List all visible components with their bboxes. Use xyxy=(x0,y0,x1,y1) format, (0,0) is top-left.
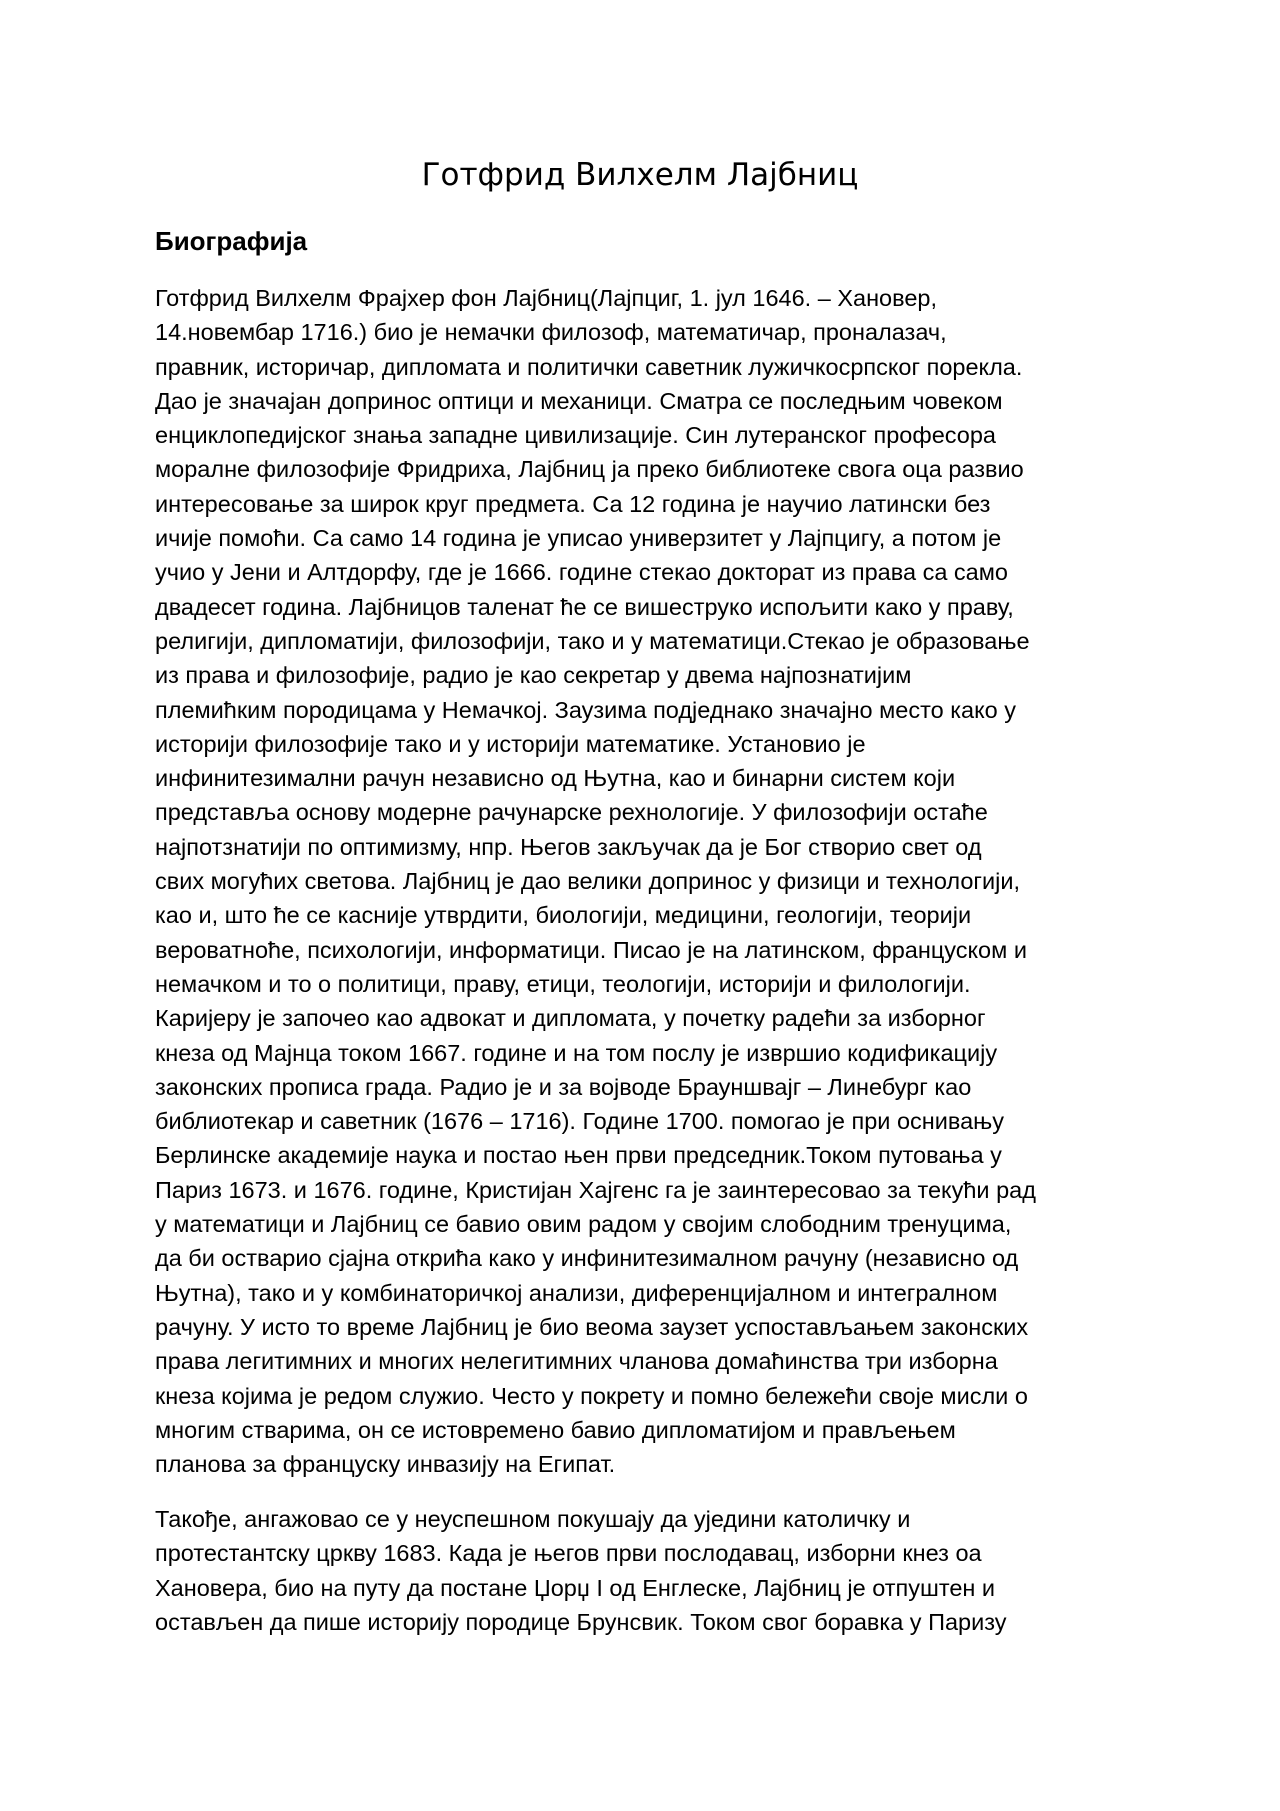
text-line: инфинитезимални рачун независно од Њутна, као и бинарни систем који xyxy=(155,765,956,792)
text-line: рачуну. У исто то време Лајбниц је био веома заузет успостављањем законских xyxy=(155,1313,1029,1340)
text-line: Готфрид Вилхелм Фрајхер фон Лајбниц(Лајпциг, 1. јул 1646. – Хановер, xyxy=(155,285,938,311)
text-line: Дао је значајан допринос оптици и механици. Сматра се последњим човеком xyxy=(155,387,1003,414)
text-line: моралне филозофије Фридриха, Лајбниц ја преко библиотеке свога оца развио xyxy=(155,456,1024,483)
text-line: ичије помоћи. Са само 14 година је уписао универзитет у Лајпцигу, а потом је xyxy=(155,525,1002,552)
text-line: Хановера, био на путу да постане Џорџ I од Енглеске, Лајбниц је отпуштен и xyxy=(155,1574,996,1601)
text-line: планова за француску инвазију на Египат. xyxy=(155,1451,616,1478)
text-line: законских прописа града. Радио је и за војводе Брауншвајг – Линебург као xyxy=(155,1073,972,1100)
text-line: кнеза од Мајнца током 1667. године и на том послу је извршио кодификацију xyxy=(155,1039,998,1066)
text-line: учио у Јени и Алтдорфу, где је 1666. године стекао докторат из права са само xyxy=(155,559,1008,586)
text-line: остављен да пише историју породице Брунсвик. Током свог боравка у Паризу xyxy=(155,1608,1007,1635)
section-heading-biography: Биографија xyxy=(155,226,308,256)
text-line: као и, што ће се касније утврдити, биологији, медицини, геологији, теорији xyxy=(155,902,972,929)
text-line: Такође, ангажовао се у неуспешном покушају да уједини католичку и xyxy=(155,1506,911,1532)
text-line: кнеза којима је редом служио. Често у покрету и помно бележећи своје мисли о xyxy=(155,1382,1028,1409)
text-line: да би остварио сјајна открића како у инфинитезималном рачуну (независно од xyxy=(155,1245,1019,1272)
text-line: библиотекар и саветник (1676 – 1716). Године 1700. помогао је при оснивању xyxy=(155,1108,1005,1135)
text-line: Њутна), тако и у комбинаторичкој анализи, диференцијалном и интегралном xyxy=(155,1279,998,1306)
text-line: многим стварима, он се истовремено бавио дипломатијом и прављењем xyxy=(155,1416,956,1443)
text-line: Париз 1673. и 1676. године, Кристијан Хајгенс га је заинтересовао за текући рад xyxy=(155,1176,1036,1203)
text-line: Каријеру је започео као адвокат и дипломата, у почетку радећи за изборног xyxy=(155,1005,986,1032)
document-title: Готфрид Вилхелм Лајбниц xyxy=(421,157,859,193)
text-line: религији, дипломатији, филозофији, тако и у математици.Стекао је образовање xyxy=(155,627,1030,654)
text-line: најпотзнатији по оптимизму, нпр. Његов закључак да је Бог створио свет од xyxy=(155,833,982,860)
text-line: енциклопедијског знања западне цивилизације. Син лутеранског професора xyxy=(155,422,996,449)
text-line: интересовање за широк круг предмета. Са 12 година је научио латински без xyxy=(155,490,991,517)
paragraph-biography-1 xyxy=(155,281,1155,1481)
text-line: представља основу модерне рачунарске рехнологије. У филозофији остаће xyxy=(155,799,988,826)
text-line: Берлинске академије наука и постао њен први председник.Током путовања у xyxy=(155,1142,1002,1169)
text-line: правник, историчар, дипломата и политички саветник лужичкосрпског порекла. xyxy=(155,353,1023,380)
text-line: у математици и Лајбниц се бавио овим радом у својим слободним тренуцима, xyxy=(155,1211,1012,1238)
text-line: историји филозофије тако и у историји математике. Установио је xyxy=(155,730,866,757)
text-line: племићким породицама у Немачкој. Заузима подједнако значајно место како у xyxy=(155,696,1016,723)
paragraph-biography-2 xyxy=(155,1502,1155,1639)
text-line: немачком и то о политици, праву, етици, теологији, историји и филологији. xyxy=(155,970,971,997)
text-line: протестантску цркву 1683. Када је његов први послодавац, изборни кнез оа xyxy=(155,1540,982,1567)
text-line: 14.новембар 1716.) био је немачки филозоф, математичар, проналазач, xyxy=(155,319,947,346)
text-line: свих могућих светова. Лајбниц је дао велики допринос у физици и технологији, xyxy=(155,868,1020,895)
text-line: двадесет година. Лајбницов таленат ће се вишеструко испољити како у праву, xyxy=(155,593,1014,620)
text-line: права легитимних и многих нелегитимних чланова домаћинства три изборна xyxy=(155,1348,998,1375)
text-line: из права и филозофије, радио је као секретар у двема најпознатијим xyxy=(155,662,912,689)
text-line: вероватноће, психологији, информатици. Писао је на латинском, француском и xyxy=(155,936,1027,963)
